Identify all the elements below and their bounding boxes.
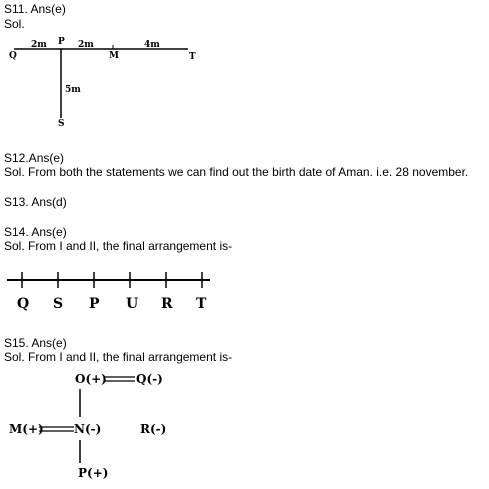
s15-sol: Sol. From I and II, the final arrangement is- bbox=[4, 350, 233, 364]
s15-node-q: Q(-) bbox=[136, 372, 163, 386]
s15-node-n: N(-) bbox=[74, 422, 102, 436]
s15-node-r: R(-) bbox=[140, 422, 167, 436]
s14-position-3: P bbox=[89, 296, 100, 312]
s12-sol: Sol. From both the statements we can find out the birth date of Aman. i.e. 28 november. bbox=[4, 165, 469, 179]
s14-position-1: Q bbox=[17, 296, 30, 312]
s15-node-m: M(+) bbox=[9, 422, 44, 436]
s11-distance-qp: 2m bbox=[31, 40, 47, 50]
s14-sol: Sol. From I and II, the final arrangement is- bbox=[4, 239, 233, 253]
s14-position-4: U bbox=[126, 296, 139, 312]
s11-label-m: M bbox=[109, 51, 119, 61]
s15-heading: S15. Ans(e) bbox=[4, 336, 67, 350]
s14-position-5: R bbox=[161, 296, 173, 312]
s15-node-o: O(+) bbox=[75, 372, 107, 386]
s11-label-q: Q bbox=[9, 51, 17, 61]
s14-position-2: S bbox=[53, 296, 64, 312]
s11-heading: S11. Ans(e) bbox=[4, 2, 66, 16]
s13-heading: S13. Ans(d) bbox=[4, 195, 67, 209]
s11-sol-label: Sol. bbox=[4, 17, 25, 31]
s14-position-6: T bbox=[196, 296, 207, 312]
s14-heading: S14. Ans(e) bbox=[4, 225, 67, 239]
s11-distance-mt: 4m bbox=[144, 40, 160, 50]
s11-label-p: P bbox=[58, 37, 65, 47]
s11-label-s: S bbox=[58, 119, 65, 129]
s12-heading: S12.Ans(e) bbox=[4, 151, 65, 165]
s11-distance-pm: 2m bbox=[78, 40, 94, 50]
s15-node-p: P(+) bbox=[78, 466, 109, 480]
s11-label-t: T bbox=[189, 52, 196, 62]
s11-distance-ps: 5m bbox=[65, 85, 81, 95]
